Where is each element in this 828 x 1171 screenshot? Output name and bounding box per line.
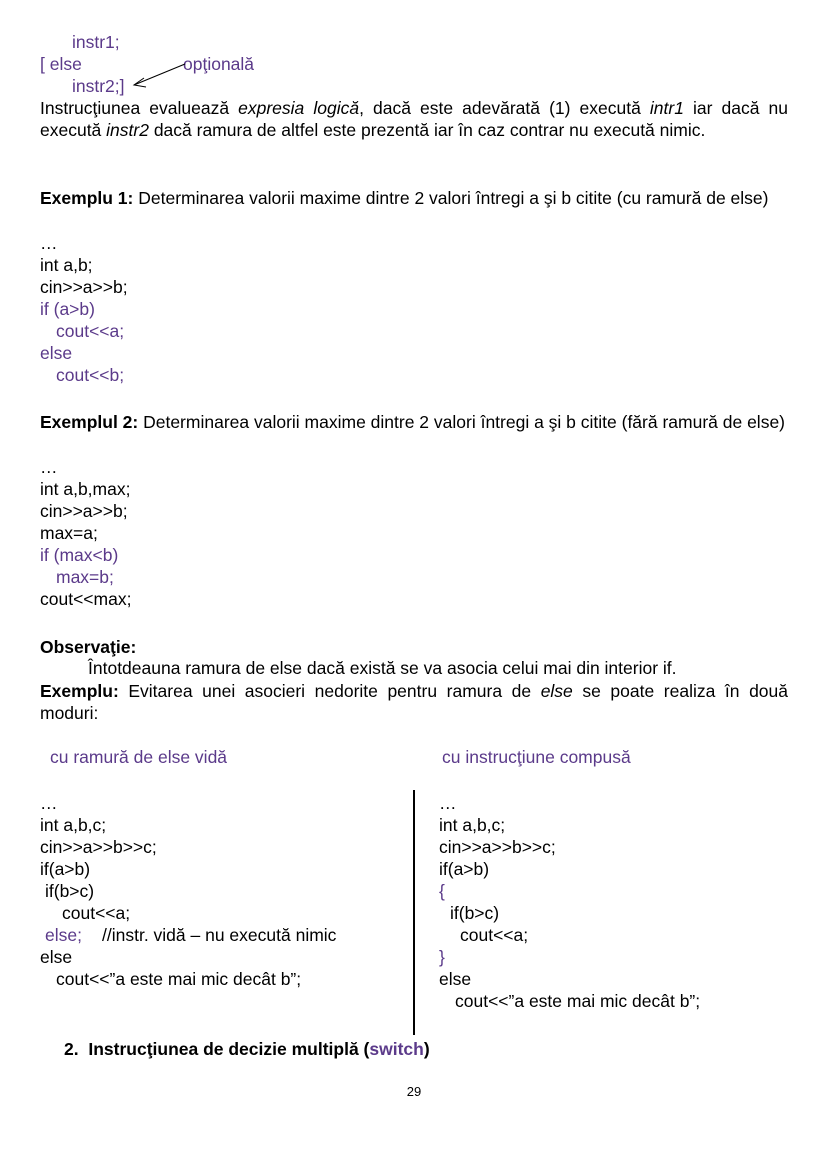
right-code-line: cin>>a>>b>>c; (439, 837, 556, 857)
right-code-line: if(a>b) (439, 859, 490, 879)
ex1-code-line: cout<<a; (56, 321, 125, 341)
right-code-line: } (439, 947, 445, 967)
example1-heading: Exemplu 1: Determinarea valorii maxime dintre 2 valori întregi a şi b citite (cu ramură de else) (40, 188, 769, 208)
page-number: 29 (406, 1084, 422, 1099)
right-code-line: … (439, 793, 457, 813)
left-code-comment: //instr. vidă – nu execută nimic (102, 925, 337, 945)
left-code-line: if(a>b) (40, 859, 91, 879)
example2-heading: Exemplul 2: Determinarea valorii maxime dintre 2 valori întregi a şi b citite (fără ramură de else) (40, 412, 786, 432)
left-code-line: cin>>a>>b>>c; (40, 837, 157, 857)
left-code-line: if(b>c) (45, 881, 95, 901)
section-heading: 2. Instrucţiunea de decizie multiplă (switch) (64, 1039, 430, 1059)
column-divider (413, 790, 415, 1035)
observation-example: Exemplu: Evitarea unei asocieri nedorite pentru ramura de else se poate realiza în două moduri: (40, 681, 788, 723)
right-code-line: else (439, 969, 472, 989)
ex2-code-line: max=b; (56, 567, 114, 587)
ex1-code-line: … (40, 233, 58, 253)
ex2-code-line: cout<<max; (40, 589, 132, 609)
arrow-icon (130, 60, 190, 92)
left-code-line: cout<<”a este mai mic decât b”; (56, 969, 302, 989)
left-code-line: else; (45, 925, 82, 945)
right-code-line: if(b>c) (450, 903, 500, 923)
right-code-line: cout<<a; (460, 925, 529, 945)
ex1-code-line: cin>>a>>b; (40, 277, 128, 297)
syntax-else: [ else (40, 54, 82, 74)
left-code-line: else (40, 947, 73, 967)
right-code-line: cout<<”a este mai mic decât b”; (455, 991, 701, 1011)
left-code-line: … (40, 793, 58, 813)
right-code-line: int a,b,c; (439, 815, 506, 835)
right-column-heading: cu instrucţiune compusă (442, 747, 631, 767)
observation-title: Observaţie: (40, 637, 137, 657)
intro-paragraph: Instrucţiunea evaluează expresia logică, dacă este adevărată (1) execută intr1 iar dacă nu execută instr2 dacă ramura de altfel este prezentă iar în caz contrar nu execută nimic. (40, 98, 789, 140)
syntax-instr2: instr2;] (72, 76, 125, 96)
ex1-code-line: cout<<b; (56, 365, 125, 385)
ex2-code-line: cin>>a>>b; (40, 501, 128, 521)
observation-text: Întotdeauna ramura de else dacă există se va asocia celui mai din interior if. (88, 658, 677, 678)
ex1-code-line: else (40, 343, 73, 363)
left-code-line: int a,b,c; (40, 815, 107, 835)
right-code-line: { (439, 881, 445, 901)
ex2-code-line: … (40, 457, 58, 477)
left-column-heading: cu ramură de else vidă (50, 747, 228, 767)
ex1-code-line: int a,b; (40, 255, 93, 275)
ex2-code-line: if (max<b) (40, 545, 119, 565)
syntax-instr1: instr1; (72, 32, 120, 52)
ex2-code-line: int a,b,max; (40, 479, 131, 499)
left-code-line: cout<<a; (62, 903, 131, 923)
ex1-code-line: if (a>b) (40, 299, 95, 319)
ex2-code-line: max=a; (40, 523, 98, 543)
optional-label: opţională (183, 54, 255, 74)
